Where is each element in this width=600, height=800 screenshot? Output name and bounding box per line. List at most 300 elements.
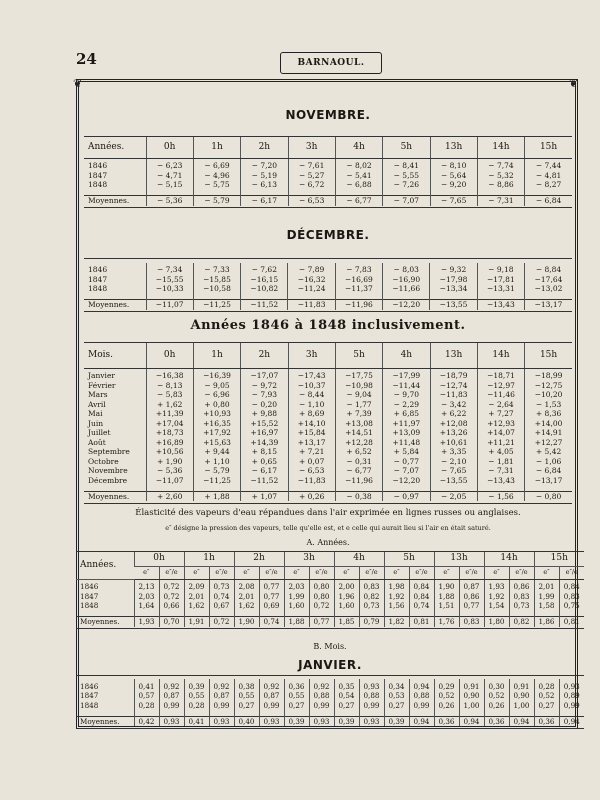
data-cell: − 5,27 xyxy=(288,171,335,181)
data-cell-average: −13,55 xyxy=(430,300,477,310)
data-cell-average: − 5,79 xyxy=(193,196,240,206)
data-cell: − 3,42 xyxy=(430,400,477,410)
data-cell-average: 0,83 xyxy=(459,617,484,627)
data-cell: − 7,31 xyxy=(477,466,524,476)
elasticity-note: e″ désigne la pression des vapeurs, telle qu'elle est, et e celle qui aurait lieu si l'air en était saturé. xyxy=(165,524,491,532)
data-cell: −10,82 xyxy=(241,284,288,294)
data-cell-average: 0,94 xyxy=(509,716,534,726)
data-cell: 1,92 xyxy=(484,592,509,602)
data-cell: +18,73 xyxy=(146,428,193,438)
data-cell: 0,94 xyxy=(409,679,434,691)
subheader-ratio: e″/e xyxy=(459,567,484,580)
data-cell: +14,07 xyxy=(477,428,524,438)
data-cell: − 5,64 xyxy=(430,171,477,181)
column-header-hour: 14h xyxy=(477,137,524,159)
data-cell: −12,74 xyxy=(430,381,477,391)
data-cell: +14,10 xyxy=(288,419,335,429)
data-cell: −17,81 xyxy=(477,275,524,285)
data-cell: −16,32 xyxy=(288,275,335,285)
data-cell-average: + 1,88 xyxy=(193,491,240,501)
data-cell: − 6,13 xyxy=(241,180,288,190)
data-cell: 0,54 xyxy=(334,691,359,701)
data-cell: 0,89 xyxy=(559,691,584,701)
data-cell: − 6,96 xyxy=(193,390,240,400)
data-cell: − 9,32 xyxy=(430,263,477,275)
elasticity-janvier-table xyxy=(76,675,584,729)
column-header-hour: 15h xyxy=(525,343,572,369)
column-header-hour: 13h xyxy=(434,552,484,567)
data-cell: +11,39 xyxy=(146,409,193,419)
data-cell: 0,72 xyxy=(159,592,184,602)
data-cell: + 5,42 xyxy=(525,447,572,457)
data-cell: −12,20 xyxy=(383,476,430,486)
data-cell: − 8,27 xyxy=(525,180,572,190)
row-label-moyennes: Moyennes. xyxy=(84,491,146,501)
data-cell-average: 1,91 xyxy=(184,617,209,627)
data-cell-average: −11,25 xyxy=(193,300,240,310)
data-cell: −13,55 xyxy=(430,476,477,486)
data-cell: − 6,84 xyxy=(525,466,572,476)
column-header-hour: 4h xyxy=(334,552,384,567)
row-label: 1846 xyxy=(80,681,99,691)
data-cell: 1,58 xyxy=(534,601,559,611)
data-cell: −11,83 xyxy=(288,476,335,486)
data-cell: − 7,61 xyxy=(288,159,335,171)
data-cell: − 6,77 xyxy=(335,466,382,476)
data-cell-average: 0,36 xyxy=(484,716,509,726)
data-cell-average: − 7,31 xyxy=(477,196,524,206)
column-header-label: Mois. xyxy=(84,343,146,369)
data-cell: + 5,84 xyxy=(383,447,430,457)
data-cell-average: 0,40 xyxy=(234,716,259,726)
data-cell: − 9,72 xyxy=(241,381,288,391)
data-cell: 2,00 xyxy=(334,580,359,592)
data-cell: −16,90 xyxy=(383,275,430,285)
column-header-hour: 5h xyxy=(335,343,382,369)
data-cell: 0,83 xyxy=(359,580,384,592)
data-cell: − 2,10 xyxy=(430,457,477,467)
data-cell: −18,79 xyxy=(430,369,477,381)
data-cell: − 9,20 xyxy=(430,180,477,190)
novembre-table xyxy=(84,136,572,208)
data-cell: 0,99 xyxy=(409,701,434,711)
data-cell-average: − 0,38 xyxy=(335,491,382,501)
data-cell: 0,73 xyxy=(509,601,534,611)
subheader-pressure: e″ xyxy=(234,567,259,580)
data-cell-average: 0,93 xyxy=(209,716,234,726)
data-cell: − 6,23 xyxy=(146,159,193,171)
data-cell-average: − 6,17 xyxy=(241,196,288,206)
data-cell-average: − 7,65 xyxy=(430,196,477,206)
row-label: 1847 xyxy=(80,691,99,700)
data-cell: + 9,88 xyxy=(241,409,288,419)
data-cell: 0,55 xyxy=(234,691,259,701)
data-cell: − 6,72 xyxy=(288,180,335,190)
data-cell: + 1,10 xyxy=(193,457,240,467)
row-label: Janvier xyxy=(88,371,115,380)
row-label-moyennes: Moyennes. xyxy=(84,196,146,206)
data-cell: − 5,19 xyxy=(241,171,288,181)
data-cell: 0,87 xyxy=(459,580,484,592)
data-cell: 0,38 xyxy=(234,679,259,691)
data-cell: 2,01 xyxy=(534,580,559,592)
data-cell: −10,33 xyxy=(146,284,193,294)
data-cell: 0,77 xyxy=(459,601,484,611)
data-cell: −11,83 xyxy=(430,390,477,400)
data-cell: +17,92 xyxy=(193,428,240,438)
data-cell: 1,00 xyxy=(509,701,534,711)
data-cell: 0,28 xyxy=(134,701,159,711)
row-label: 1846 xyxy=(88,265,108,274)
data-cell: 0,91 xyxy=(509,679,534,691)
data-cell: − 9,70 xyxy=(383,390,430,400)
subsection-label-a: A. Années. xyxy=(306,538,350,547)
data-cell: − 1,81 xyxy=(477,457,524,467)
row-label: 1848 xyxy=(80,700,99,710)
data-cell: +11,21 xyxy=(477,438,524,448)
table-bottom-rule xyxy=(84,501,572,503)
row-label: 1846 xyxy=(88,161,108,170)
data-cell: 1,62 xyxy=(184,601,209,611)
data-cell: + 9,44 xyxy=(193,447,240,457)
row-label: 1848 xyxy=(88,180,108,189)
data-cell: +12,08 xyxy=(430,419,477,429)
data-cell-average: − 6,84 xyxy=(525,196,572,206)
data-cell: 2,01 xyxy=(184,592,209,602)
row-label: Mai xyxy=(88,409,103,418)
data-cell: −17,98 xyxy=(430,275,477,285)
data-cell: 0,29 xyxy=(434,679,459,691)
column-header-hour: 4h xyxy=(335,137,382,159)
data-cell: −11,24 xyxy=(288,284,335,294)
data-cell: −16,15 xyxy=(241,275,288,285)
data-cell-average: 1,90 xyxy=(234,617,259,627)
row-label: Décembre xyxy=(88,475,128,485)
data-cell: − 9,04 xyxy=(335,390,382,400)
data-cell: − 7,20 xyxy=(241,159,288,171)
data-cell: 0,84 xyxy=(559,580,584,592)
data-cell: −17,43 xyxy=(288,369,335,381)
corner-ornament-top-left: ❦ xyxy=(73,77,83,90)
data-cell-average: 0,39 xyxy=(284,716,309,726)
data-cell: + 6,85 xyxy=(383,409,430,419)
column-header-hour: 0h xyxy=(134,552,184,567)
data-cell: − 1,77 xyxy=(335,400,382,410)
data-cell-average: 0,81 xyxy=(409,617,434,627)
row-label: 1847 xyxy=(88,170,108,180)
data-cell: −11,52 xyxy=(241,476,288,486)
data-cell-average: 0,94 xyxy=(459,716,484,726)
data-cell-average: 0,39 xyxy=(334,716,359,726)
data-cell: + 1,90 xyxy=(146,457,193,467)
data-cell: −11,44 xyxy=(383,381,430,391)
data-cell: 1,56 xyxy=(384,601,409,611)
data-cell: +12,28 xyxy=(335,438,382,448)
column-header-hour: 15h xyxy=(534,552,584,567)
data-cell: 0,80 xyxy=(309,592,334,602)
data-cell: − 5,55 xyxy=(383,171,430,181)
data-cell: 0,99 xyxy=(559,701,584,711)
data-cell: 0,66 xyxy=(159,601,184,611)
data-cell: 1,00 xyxy=(459,701,484,711)
column-header-hour: 3h xyxy=(288,137,335,159)
data-cell: − 5,41 xyxy=(335,171,382,181)
data-cell-average: 0,81 xyxy=(559,617,584,627)
data-cell: + 6,22 xyxy=(430,409,477,419)
data-cell: − 5,83 xyxy=(146,390,193,400)
section-title-annees: Années 1846 à 1848 inclusivement. xyxy=(190,318,466,333)
row-label: 1847 xyxy=(80,591,99,601)
running-head: BARNAOUL. xyxy=(280,52,382,74)
data-cell: −16,39 xyxy=(193,369,240,381)
data-cell: 0,90 xyxy=(509,691,534,701)
data-cell: 1,98 xyxy=(384,580,409,592)
data-cell: − 7,89 xyxy=(288,263,335,275)
data-cell: −16,38 xyxy=(146,369,193,381)
row-label: Juin xyxy=(88,418,104,428)
data-cell: 1,90 xyxy=(434,580,459,592)
data-cell: 1,54 xyxy=(484,601,509,611)
subheader-ratio: e″/e xyxy=(159,567,184,580)
data-cell: +13,17 xyxy=(288,438,335,448)
data-cell: 0,57 xyxy=(134,691,159,701)
subheader-pressure: e″ xyxy=(534,567,559,580)
data-cell: 1,99 xyxy=(284,592,309,602)
data-cell-average: + 2,60 xyxy=(146,491,193,501)
data-cell-average: 0,70 xyxy=(159,617,184,627)
row-label: 1847 xyxy=(88,274,108,284)
subheader-pressure: e″ xyxy=(434,567,459,580)
data-cell: 1,99 xyxy=(534,592,559,602)
data-cell-average: 0,93 xyxy=(259,716,284,726)
row-label: Février xyxy=(88,380,116,390)
data-cell-average: 0,36 xyxy=(434,716,459,726)
data-cell-average: 0,42 xyxy=(134,716,159,726)
data-cell: +14,00 xyxy=(525,419,572,429)
data-cell-average: −13,17 xyxy=(525,300,572,310)
data-cell: −17,64 xyxy=(525,275,572,285)
data-cell: 0,55 xyxy=(184,691,209,701)
data-cell-average: 0,39 xyxy=(384,716,409,726)
data-cell: 0,30 xyxy=(484,679,509,691)
column-header-label: Années. xyxy=(76,552,134,580)
data-cell-average: 1,88 xyxy=(284,617,309,627)
subheader-ratio: e″/e xyxy=(259,567,284,580)
subheader-ratio: e″/e xyxy=(559,567,584,580)
row-label-moyennes: Moyennes. xyxy=(84,300,146,310)
data-cell-average: − 6,53 xyxy=(288,196,335,206)
data-cell: +15,52 xyxy=(241,419,288,429)
data-cell: + 8,15 xyxy=(241,447,288,457)
data-cell: 0,83 xyxy=(559,592,584,602)
data-cell-average: − 0,97 xyxy=(383,491,430,501)
subheader-ratio: e″/e xyxy=(359,567,384,580)
data-cell: − 1,06 xyxy=(525,457,572,467)
data-cell: −11,07 xyxy=(146,476,193,486)
data-cell: − 6,69 xyxy=(193,159,240,171)
data-cell-average: − 5,36 xyxy=(146,196,193,206)
data-cell: +14,91 xyxy=(525,428,572,438)
data-cell: +16,89 xyxy=(146,438,193,448)
data-cell: − 8,41 xyxy=(383,159,430,171)
decembre-table xyxy=(84,258,572,312)
data-cell-average: 1,76 xyxy=(434,617,459,627)
data-cell: 0,27 xyxy=(234,701,259,711)
data-cell: +13,08 xyxy=(335,419,382,429)
data-cell: 0,27 xyxy=(284,701,309,711)
data-cell: −10,37 xyxy=(288,381,335,391)
data-cell-average: 1,85 xyxy=(334,617,359,627)
data-cell-average: −12,20 xyxy=(383,300,430,310)
row-label: Novembre xyxy=(88,466,128,475)
data-cell: 0,82 xyxy=(359,592,384,602)
data-cell: − 7,26 xyxy=(383,180,430,190)
data-cell: − 2,29 xyxy=(383,400,430,410)
data-cell: − 4,81 xyxy=(525,171,572,181)
data-cell: − 0,77 xyxy=(383,457,430,467)
data-cell: + 0,80 xyxy=(193,400,240,410)
data-cell: − 7,65 xyxy=(430,466,477,476)
data-cell: − 8,03 xyxy=(383,263,430,275)
column-header-hour: 1h xyxy=(184,552,234,567)
data-cell: −11,25 xyxy=(193,476,240,486)
data-cell: 0,27 xyxy=(534,701,559,711)
annees-table xyxy=(84,342,572,504)
data-cell: 0,74 xyxy=(409,601,434,611)
data-cell: −11,66 xyxy=(383,284,430,294)
subheader-ratio: e″/e xyxy=(509,567,534,580)
data-cell: − 7,33 xyxy=(193,263,240,275)
data-cell: 2,03 xyxy=(284,580,309,592)
data-cell: 0,69 xyxy=(259,601,284,611)
data-cell: 0,99 xyxy=(359,701,384,711)
data-cell-average: − 7,07 xyxy=(383,196,430,206)
subsection-label-b: B. Mois. xyxy=(313,642,347,651)
row-label: Juillet xyxy=(88,428,111,437)
data-cell: 0,99 xyxy=(159,701,184,711)
row-label: Septembre xyxy=(88,447,130,456)
row-label-moyennes: Moyennes. xyxy=(76,617,134,627)
data-cell: +16,97 xyxy=(241,428,288,438)
data-cell: − 8,44 xyxy=(288,390,335,400)
data-cell: 0,83 xyxy=(509,592,534,602)
data-cell: 0,84 xyxy=(409,592,434,602)
data-cell: 0,87 xyxy=(159,691,184,701)
column-header-hour: 13h xyxy=(430,343,477,369)
data-cell: − 4,96 xyxy=(193,171,240,181)
data-cell: + 0,07 xyxy=(288,457,335,467)
data-cell: 0,75 xyxy=(559,601,584,611)
column-header-hour: 13h xyxy=(430,137,477,159)
data-cell: 2,08 xyxy=(234,580,259,592)
data-cell: 0,87 xyxy=(259,691,284,701)
data-cell: −13,31 xyxy=(477,284,524,294)
subheader-ratio: e″/e xyxy=(309,567,334,580)
page-number: 24 xyxy=(76,50,97,68)
data-cell: +11,97 xyxy=(383,419,430,429)
data-cell: − 5,15 xyxy=(146,180,193,190)
data-cell: +13,09 xyxy=(383,428,430,438)
data-cell: −10,58 xyxy=(193,284,240,294)
data-cell-average: 0,36 xyxy=(534,716,559,726)
data-cell: 1,51 xyxy=(434,601,459,611)
data-cell: 0,84 xyxy=(409,580,434,592)
data-cell: 2,09 xyxy=(184,580,209,592)
row-label: Octobre xyxy=(88,456,119,466)
data-cell: 0,67 xyxy=(209,601,234,611)
data-cell: 1,62 xyxy=(234,601,259,611)
data-cell: −15,55 xyxy=(146,275,193,285)
column-header-hour: 2h xyxy=(234,552,284,567)
row-label-moyennes: Moyennes. xyxy=(76,716,134,726)
data-cell: 0,72 xyxy=(309,601,334,611)
column-header-hour: 15h xyxy=(525,137,572,159)
data-cell: +15,63 xyxy=(193,438,240,448)
data-cell: + 6,52 xyxy=(335,447,382,457)
data-cell: +13,26 xyxy=(430,428,477,438)
data-cell: −11,46 xyxy=(477,390,524,400)
data-cell: 0,55 xyxy=(284,691,309,701)
data-cell-average: 0,79 xyxy=(359,617,384,627)
data-cell: 0,86 xyxy=(509,580,534,592)
data-cell: − 8,13 xyxy=(146,381,193,391)
data-cell: −10,98 xyxy=(335,381,382,391)
column-header-hour: 14h xyxy=(484,552,534,567)
data-cell: + 1,62 xyxy=(146,400,193,410)
data-cell: − 8,02 xyxy=(335,159,382,171)
data-cell: + 7,21 xyxy=(288,447,335,457)
data-cell: +12,93 xyxy=(477,419,524,429)
subheader-pressure: e″ xyxy=(134,567,159,580)
row-label: Avril xyxy=(88,399,106,409)
data-cell: 1,60 xyxy=(284,601,309,611)
section-title-janvier: JANVIER. xyxy=(298,658,362,672)
data-cell-average: 0,77 xyxy=(309,617,334,627)
data-cell: + 7,27 xyxy=(477,409,524,419)
subheader-ratio: e″/e xyxy=(209,567,234,580)
data-cell: − 7,93 xyxy=(241,390,288,400)
data-cell: −11,96 xyxy=(335,476,382,486)
subheader-pressure: e″ xyxy=(484,567,509,580)
data-cell: 0,52 xyxy=(534,691,559,701)
data-cell: 0,73 xyxy=(209,580,234,592)
column-header-hour: 14h xyxy=(477,343,524,369)
data-cell: 0,72 xyxy=(159,580,184,592)
data-cell: − 5,75 xyxy=(193,180,240,190)
data-cell: − 8,10 xyxy=(430,159,477,171)
data-cell: − 6,53 xyxy=(288,466,335,476)
data-cell: 0,36 xyxy=(284,679,309,691)
data-cell: −17,07 xyxy=(241,369,288,381)
subheader-pressure: e″ xyxy=(284,567,309,580)
data-cell: 0,87 xyxy=(209,691,234,701)
data-cell-average: 1,86 xyxy=(534,617,559,627)
data-cell-average: 0,94 xyxy=(559,716,584,726)
row-label: 1848 xyxy=(80,601,99,610)
data-cell: 2,13 xyxy=(134,580,159,592)
column-header-hour: 2h xyxy=(241,137,288,159)
data-cell: −13,02 xyxy=(525,284,572,294)
data-cell: 1,92 xyxy=(384,592,409,602)
column-header-hour: 5h xyxy=(384,552,434,567)
corner-ornament-top-right: ❦ xyxy=(569,77,579,90)
column-header-hour: 5h xyxy=(383,137,430,159)
data-cell: +12,27 xyxy=(525,438,572,448)
data-cell: 0,27 xyxy=(334,701,359,711)
data-cell: 0,74 xyxy=(209,592,234,602)
subheader-ratio: e″/e xyxy=(409,567,434,580)
data-cell: 0,88 xyxy=(359,691,384,701)
